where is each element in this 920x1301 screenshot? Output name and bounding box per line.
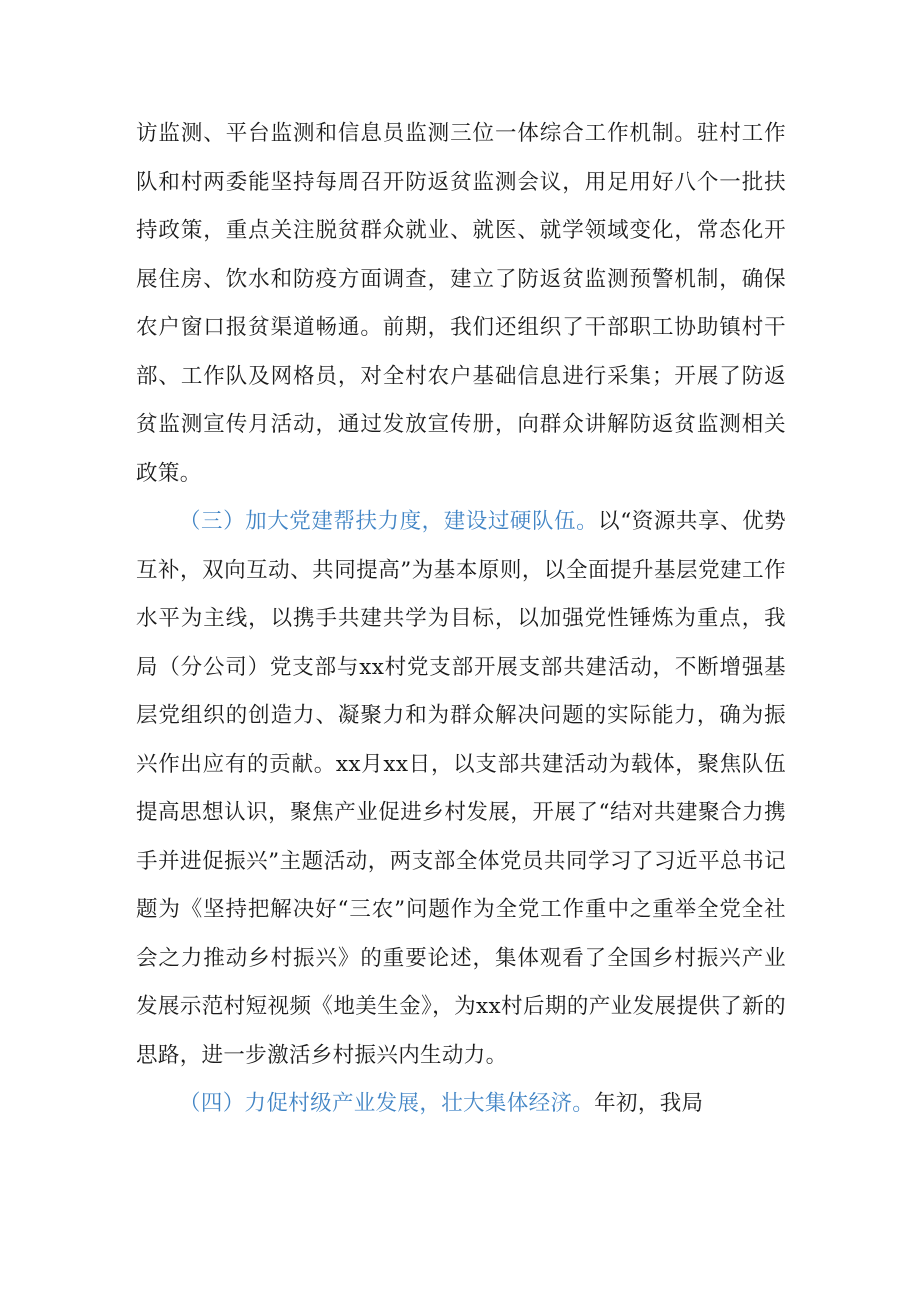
document-body xyxy=(136,110,786,1129)
paragraph-party-building-text: 以“资源共享、优势互补，双向互动、共同提高”为基本原则，以全面提升基层党建工作水平为主线，以携手共建共学为目标，以加强党性锤炼为重点，我局（分公司）党支部与xx村党支部开展支部共建活动，不断增强基层党组织的创造力、凝聚力和为群众解决问题的实际能力，确为振兴作出应有的贡献。xx月xx日，以支部共建活动为载体，聚焦队伍提高思想认识，聚焦产业促进乡村发展，开展了“结对共建聚合力携手并进促振兴”主题活动，两支部全体党员共同学习了习近平总书记题为《坚持把解决好“三农”问题作为全党工作重中之重举全党全社会之力推动乡村振兴》的重要论述，集体观看了全国乡村振兴产业发展示范村短视频《地美生金》，为xx村后期的产业发展提供了新的思路，进一步激活乡村振兴内生动力。 xyxy=(136,509,786,1068)
paragraph-monitoring-text: 访监测、平台监测和信息员监测三位一体综合工作机制。驻村工作队和村两委能坚持每周召开防返贫监测会议，用足用好八个一批扶持政策，重点关注脱贫群众就业、就医、就学领域变化，常态化开展住房、饮水和防疫方面调查，建立了防返贫监测预警机制，确保农户窗口报贫渠道畅通。前期，我们还组织了干部职工协助镇村干部、工作队及网格员，对全村农户基础信息进行采集；开展了防返贫监测宣传月活动，通过发放宣传册，向群众讲解防返贫监测相关政策。 xyxy=(136,121,786,486)
paragraph-industry-text: 年初，我局 xyxy=(594,1091,704,1116)
paragraph-industry xyxy=(136,1080,786,1129)
section-heading-4: （四）力促村级产业发展，壮大集体经济。 xyxy=(179,1091,595,1116)
paragraph-party-building xyxy=(136,498,786,1080)
section-heading-3: （三）加大党建帮扶力度，建设过硬队伍。 xyxy=(179,509,599,534)
paragraph-monitoring xyxy=(136,110,786,498)
